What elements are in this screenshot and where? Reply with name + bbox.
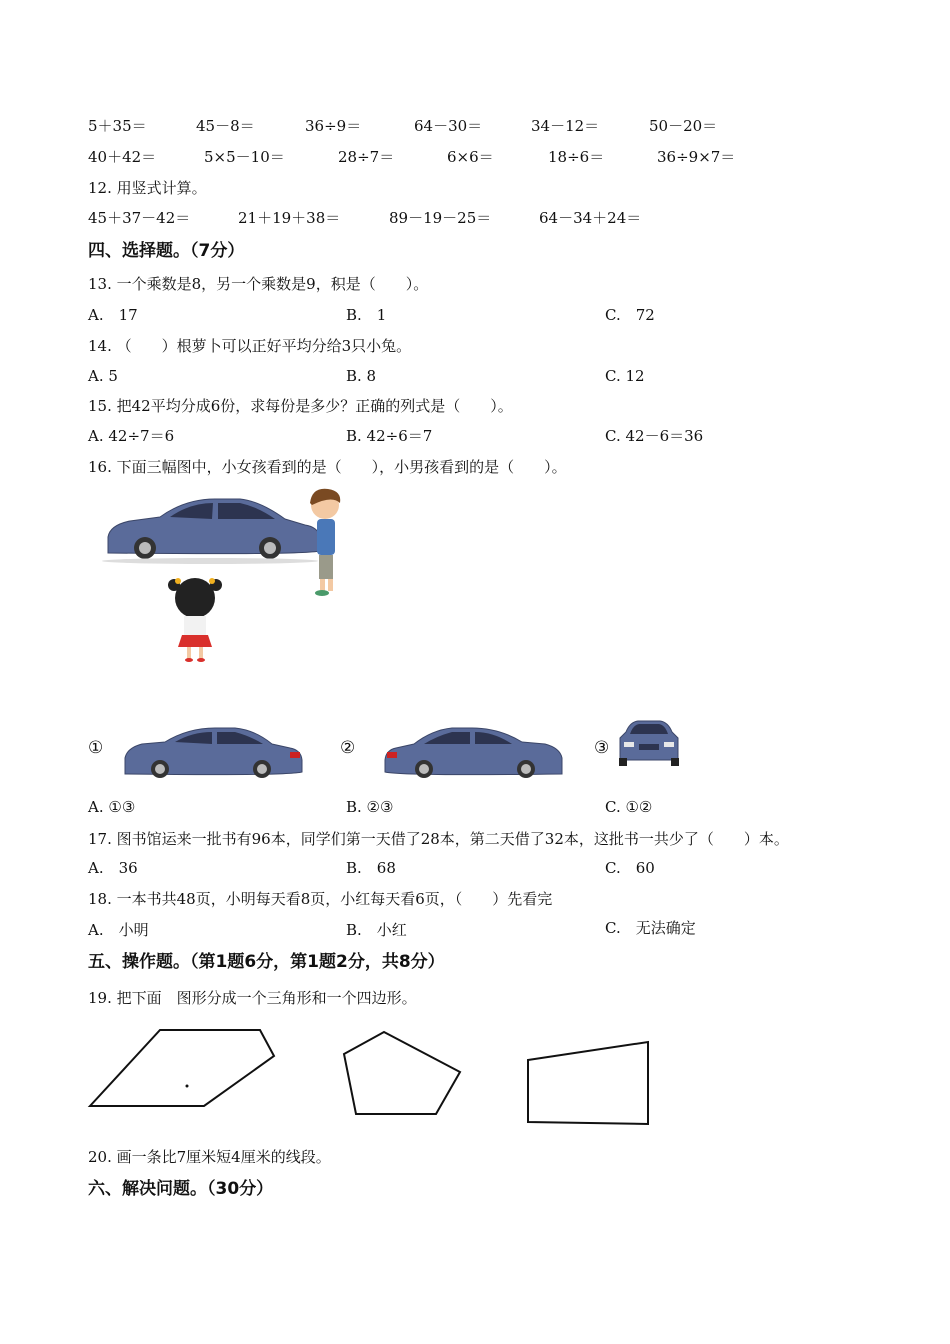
quadrilateral-shape [528,1042,648,1124]
vertical-calc-item: 64－34＋24＝ [539,209,642,227]
vertical-calc-item: 45＋37－42＝ [88,209,191,227]
option-a: A. 42÷7＝6 [88,427,175,445]
option-a: A. ①③ [88,798,136,816]
question-14: 14. （ ）根萝卜可以正好平均分给3只小兔。 [88,337,412,355]
option-b: B. ②③ [346,798,394,816]
arith-item: 36÷9＝ [305,117,362,135]
arith-item: 64－30＝ [414,117,483,135]
option-b: B. 68 [346,859,396,877]
question-18: 18. 一本书共48页，小明每天看8页，小红每天看6页，（ ）先看完 [88,890,553,908]
option-b: B. 8 [346,367,377,385]
option-c: C. 72 [605,306,655,324]
option-b: B. 42÷6＝7 [346,427,433,445]
car-side-facing-left-icon [120,722,305,782]
section-heading-6: 六、解决问题。（30分） [88,1179,274,1199]
car-side-facing-right-icon [382,722,567,782]
arith-item: 5×5－10＝ [204,148,285,166]
question-12: 12. 用竖式计算。 [88,179,207,197]
arith-item: 50－20＝ [649,117,718,135]
picture-label-2: ② [340,738,356,758]
question-20: 20. 画一条比7厘米短4厘米的线段。 [88,1148,331,1166]
option-c: C. 无法确定 [605,919,696,937]
option-a: A. 17 [88,306,138,324]
picture-label-3: ③ [594,738,610,758]
girl-icon [168,578,222,662]
arith-item: 34－12＝ [531,117,600,135]
question-15: 15. 把42平均分成6份，求每份是多少？正确的列式是（ ）。 [88,397,513,415]
option-b: B. 1 [346,306,387,324]
vertical-calc-item: 21＋19＋38＝ [238,209,341,227]
car-front-icon [616,718,682,770]
option-c: C. 42－6＝36 [605,427,704,445]
scene-illustration [100,485,360,675]
option-a: A. 36 [88,859,138,877]
option-a: A. 小明 [88,921,149,939]
arith-item: 45－8＝ [196,117,255,135]
vertical-calc-item: 89－19－25＝ [389,209,492,227]
option-a: A. 5 [88,367,118,385]
question-13: 13. 一个乘数是8，另一个乘数是9，积是（ ）。 [88,275,429,293]
option-b: B. 小红 [346,921,407,939]
car-side-icon [102,499,320,564]
section-heading-5: 五、操作题。（第1题6分，第1题2分，共8分） [88,952,445,972]
arith-item: 5＋35＝ [88,117,147,135]
arith-item: 40＋42＝ [88,148,157,166]
question-16: 16. 下面三幅图中，小女孩看到的是（ ），小男孩看到的是（ ）。 [88,458,567,476]
picture-label-1: ① [88,738,104,758]
question-17: 17. 图书馆运来一批书有96本，同学们第一天借了28本，第二天借了32本，这批书一共少了（ ）本。 [88,830,789,848]
arith-item: 18÷6＝ [548,148,605,166]
arith-item: 28÷7＝ [338,148,395,166]
section-heading-4: 四、选择题。（7分） [88,241,245,261]
option-c: C. 60 [605,859,655,877]
pentagon-shape [344,1032,460,1114]
option-c: C. ①② [605,798,653,816]
question-19: 19. 把下面 图形分成一个三角形和一个四边形。 [88,989,417,1007]
arith-item: 36÷9×7＝ [657,148,736,166]
arith-item: 6×6＝ [447,148,494,166]
hexagon-shape [90,1030,274,1106]
shapes-figure [80,1020,680,1130]
option-c: C. 12 [605,367,645,385]
